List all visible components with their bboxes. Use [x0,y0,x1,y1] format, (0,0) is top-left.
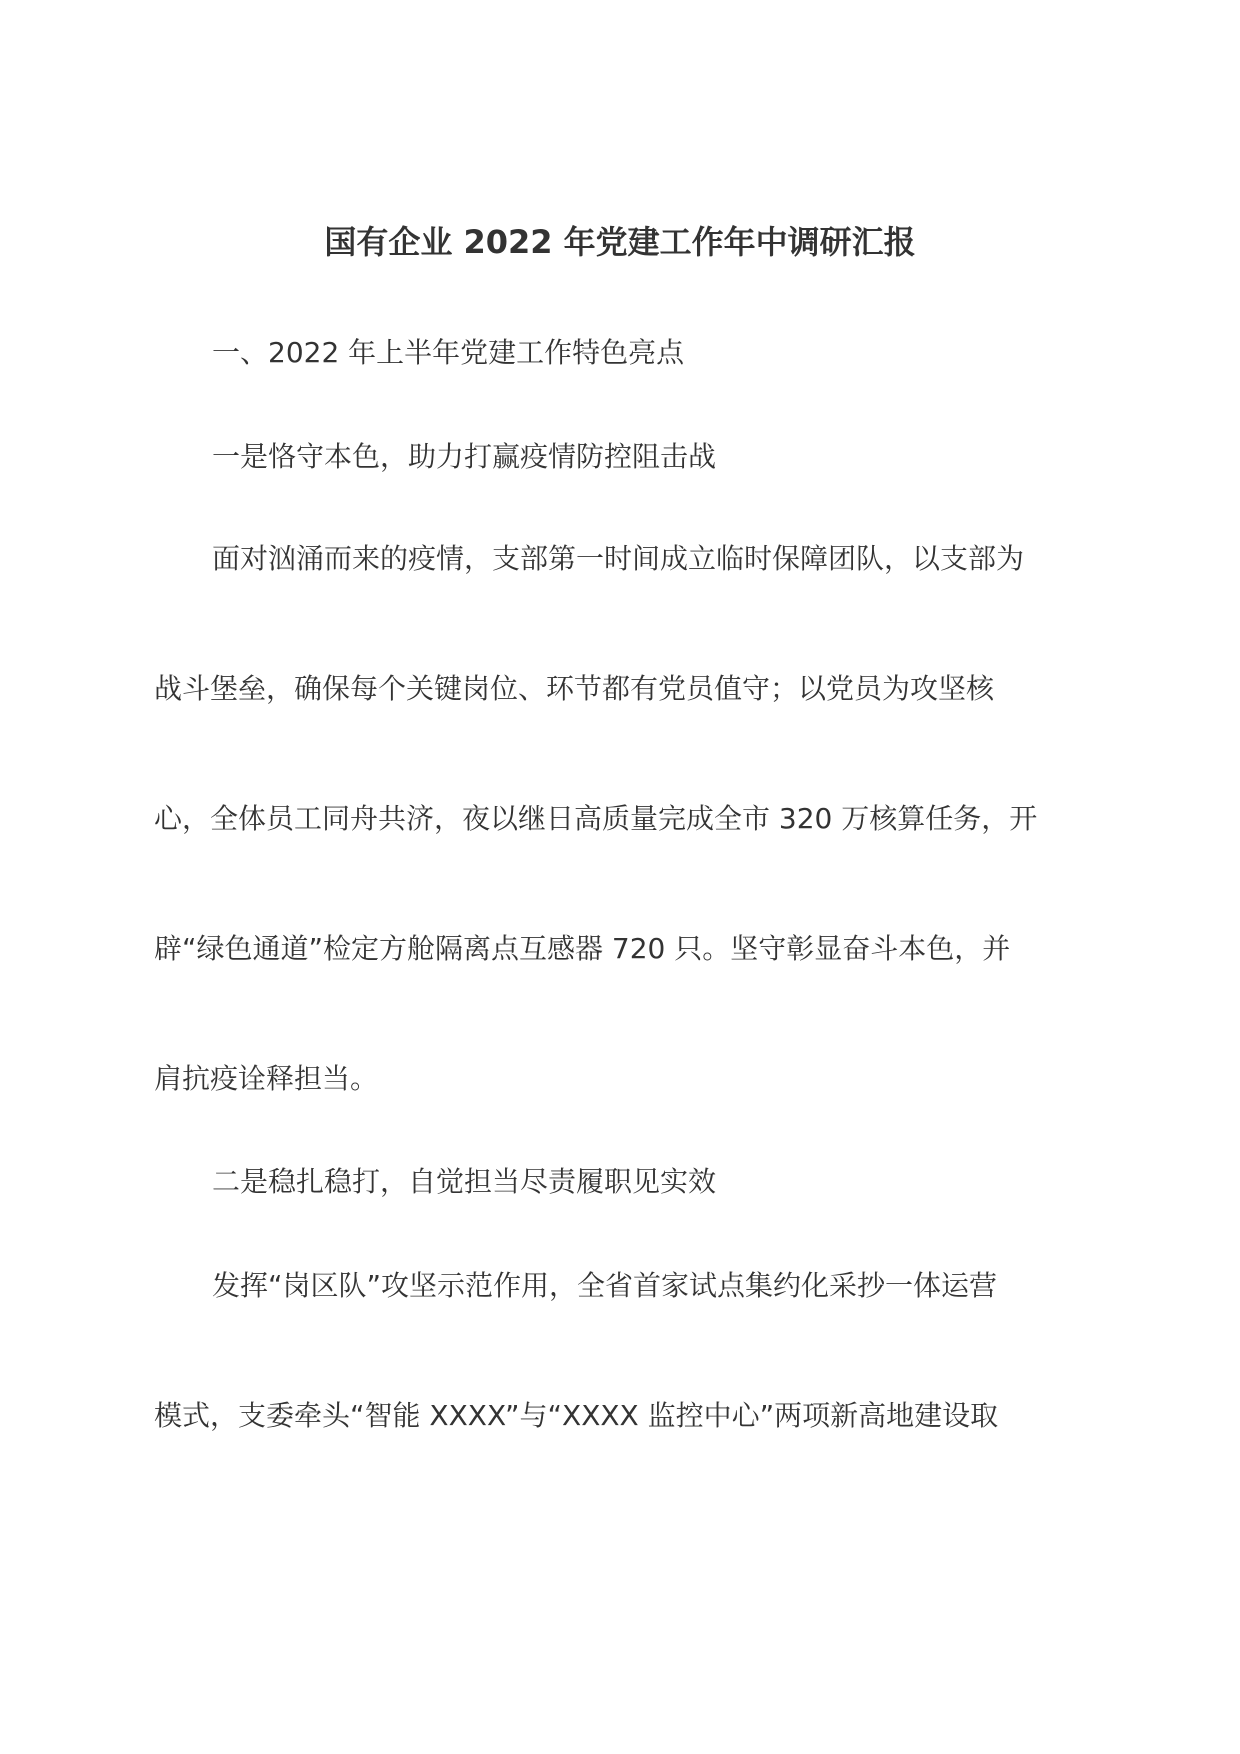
paragraph-1-line-3: 心，全体员工同舟共济，夜以继日高质量完成全市 320 万核算任务，开 [154,802,1038,835]
paragraph-2-line-2: 模式，支委牵头“智能 XXXX”与“XXXX 监控中心”两项新高地建设取 [154,1399,999,1432]
paragraph-2-line-1: 发挥“岗区队”攻坚示范作用，全省首家试点集约化采抄一体运营 [212,1269,998,1302]
paragraph-1-line-5: 肩抗疫诠释担当。 [154,1062,379,1095]
paragraph-1-line-1: 面对汹涌而来的疫情，支部第一时间成立临时保障团队，以支部为 [212,542,1025,575]
subheading-1: 一是恪守本色，助力打赢疫情防控阻击战 [212,440,717,473]
paragraph-1-line-4: 辟“绿色通道”检定方舱隔离点互感器 720 只。坚守彰显奋斗本色，并 [154,932,1011,965]
paragraph-1-line-2: 战斗堡垒，确保每个关键岗位、环节都有党员值守；以党员为攻坚核 [154,672,995,705]
section-heading-1: 一、2022 年上半年党建工作特色亮点 [212,336,685,369]
document-title: 国有企业 2022 年党建工作年中调研汇报 [324,223,916,261]
subheading-2: 二是稳扎稳打，自觉担当尽责履职见实效 [212,1165,717,1198]
